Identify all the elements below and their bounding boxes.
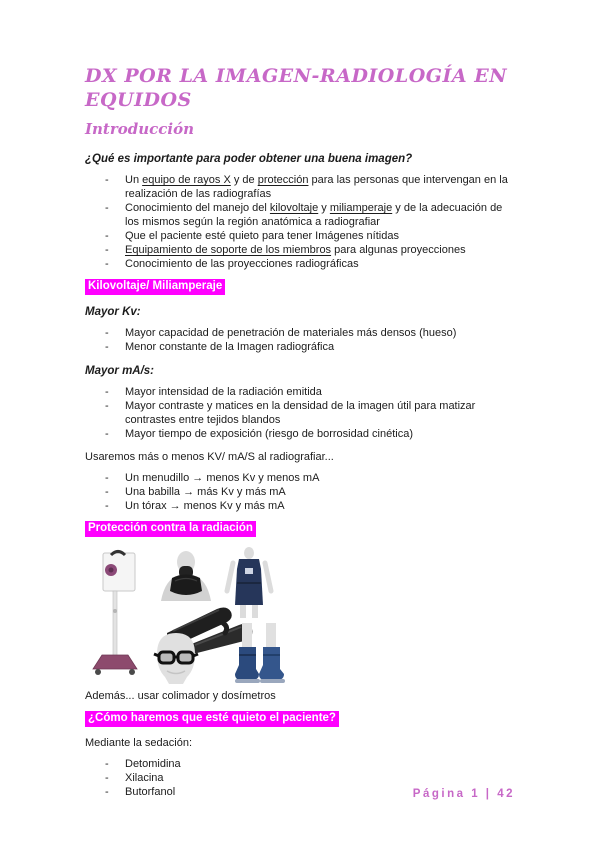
document-title: DX POR LA IMAGEN-RADIOLOGÍA EN EQUIDOS — [85, 65, 508, 111]
list-item: - Equipamiento de soporte de los miembros para algunas proyecciones — [125, 243, 515, 257]
mobile-shield-stand-image — [87, 549, 139, 677]
document-subtitle: Introducción — [85, 120, 195, 138]
list-item: - Que el paciente esté quieto para tener Imágenes nítidas — [125, 229, 515, 243]
list-item: - Un equipo de rayos X y de protección para las personas que intervengan en la realización de las radiografías — [125, 173, 515, 201]
list-item: - Una babilla → más Kv y más mA — [125, 485, 515, 499]
list-item: - Menor constante de la Imagen radiográfica — [125, 340, 515, 354]
intro-list — [85, 173, 515, 271]
ademas-note: Además... usar colimador y dosímetros — [85, 690, 276, 702]
list-item: - Mayor tiempo de exposición (riesgo de borrosidad cinética) — [125, 427, 515, 441]
usage-list — [85, 471, 515, 513]
proteccion-heading: Protección contra la radiación — [85, 521, 256, 537]
thyroid-collar-image — [155, 551, 217, 601]
usage-intro: Usaremos más o menos KV/ mA/S al radiografiar... — [85, 451, 334, 463]
lead-boots-image — [231, 623, 289, 685]
list-item: - Mayor contraste y matices en la densidad de la imagen útil para matizar contrastes entre tejidos blandos — [125, 399, 515, 427]
quieto-heading: ¿Cómo haremos que esté quieto el paciente? — [85, 711, 339, 727]
list-item: - Mayor capacidad de penetración de materiales más densos (hueso) — [125, 326, 515, 340]
intro-question-heading: ¿Qué es importante para poder obtener una buena imagen? — [85, 153, 413, 165]
list-item: - Butorfanol — [125, 785, 515, 799]
list-item: - Un menudillo → menos Kv y menos mA — [125, 471, 515, 485]
list-item: - Detomidina — [125, 757, 515, 771]
list-item: - Mayor intensidad de la radiación emitida — [125, 385, 515, 399]
list-item: - Conocimiento del manejo del kilovoltaje y miliamperaje y de la adecuación de los mismos según la región anatómica a radiografiar — [125, 201, 515, 229]
list-item: - Un tórax → menos Kv y más mA — [125, 499, 515, 513]
mayor-kv-list — [85, 326, 515, 354]
lead-glasses-image — [143, 631, 209, 685]
mayor-mas-list — [85, 385, 515, 441]
radiation-protection-figure — [85, 545, 515, 683]
list-item: - Xilacina — [125, 771, 515, 785]
mayor-mas-heading: Mayor mA/s: — [85, 365, 155, 377]
sedacion-intro: Mediante la sedación: — [85, 737, 193, 749]
mayor-kv-heading: Mayor Kv: — [85, 306, 141, 318]
kilovoltaje-heading: Kilovoltaje/ Miliamperaje — [85, 279, 225, 295]
footer-page-number: Página 1 | 42 — [412, 788, 515, 800]
list-item: - Conocimiento de las proyecciones radiográficas — [125, 257, 515, 271]
document-content — [85, 64, 515, 799]
